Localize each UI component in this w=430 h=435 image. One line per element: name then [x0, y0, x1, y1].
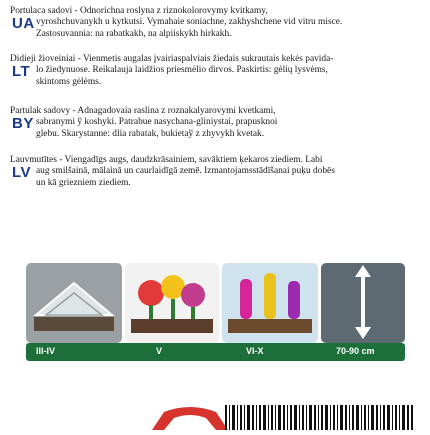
lang-code: UA — [12, 15, 35, 32]
text-line-2: aug smilšainā, mālainā un caurlaidīgā zemē. Izmantojamsstādīšanai puķu dobēs — [36, 166, 335, 177]
lang-code: LV — [12, 164, 32, 181]
barcode — [225, 405, 415, 435]
bloom-months-label: VI-X — [246, 346, 264, 356]
text-line-3: un kā griezniem ziediem. — [36, 177, 131, 188]
text-line-2: sabranymi ў koshyki. Patrabue nasychana-gliniystai, prapusknoi — [36, 117, 278, 128]
sowing-months-label: III-IV — [36, 346, 56, 356]
text-line-1: Portulaca sadovi - Odnorichna roslyna z riznokolorovymy kvitkamy, — [10, 6, 268, 16]
text-line-3: glebu. Skarystanne: dlia rabatak, bukietaў z zhyvykh kvetak. — [36, 128, 265, 139]
lang-block-by — [10, 106, 420, 140]
height-measure-icon — [321, 263, 405, 343]
lang-code: LT — [12, 63, 31, 80]
lang-block-lv — [10, 155, 420, 189]
lang-block-lt — [10, 54, 420, 88]
bloom-flowers-icon — [222, 263, 318, 343]
text-line-3: Zastosuvannia: na rabatkakh, na alpiiskykh hirkakh. — [36, 28, 232, 39]
text-line-3: skintoms gėlėms. — [36, 76, 102, 87]
transplant-month-label: V — [156, 346, 163, 356]
lang-text — [10, 155, 420, 189]
height-label: 70-90 cm — [336, 346, 375, 356]
transplant-flowers-icon — [125, 263, 219, 343]
sowing-tray-icon — [26, 263, 122, 343]
lang-code: BY — [12, 115, 34, 132]
lang-text — [10, 6, 420, 40]
info-strip — [26, 343, 405, 361]
text-line-1: Partulak sadovy - Adnagadovaia raslina z roznakalyarovymi kvetkami, — [10, 106, 276, 116]
growing-info-icons — [26, 263, 405, 361]
text-line-1: Didieji žioveiniai - Vienmetis augalas įvairiaspalviais žiedais sukrautais kekės pavida- — [10, 54, 334, 64]
text-line-1: Lauvmutītes - Viengadīgs augs, daudzkrāsainiem, savāktiem ķekaros ziediem. Labi — [10, 155, 323, 165]
lang-text — [10, 54, 420, 88]
text-line-2: lo žiedynuose. Reikalauja laidžios priesmėlio dirvos. Paskirtis: gėlių lysvėms, — [36, 65, 328, 76]
text-line-2: vyroshchuvanykh u kytkutsi. Vymahaie soniachne, zakhyshchene vid vitru misce. — [36, 17, 343, 28]
lang-text — [10, 106, 420, 140]
lang-block-ua — [10, 6, 420, 40]
